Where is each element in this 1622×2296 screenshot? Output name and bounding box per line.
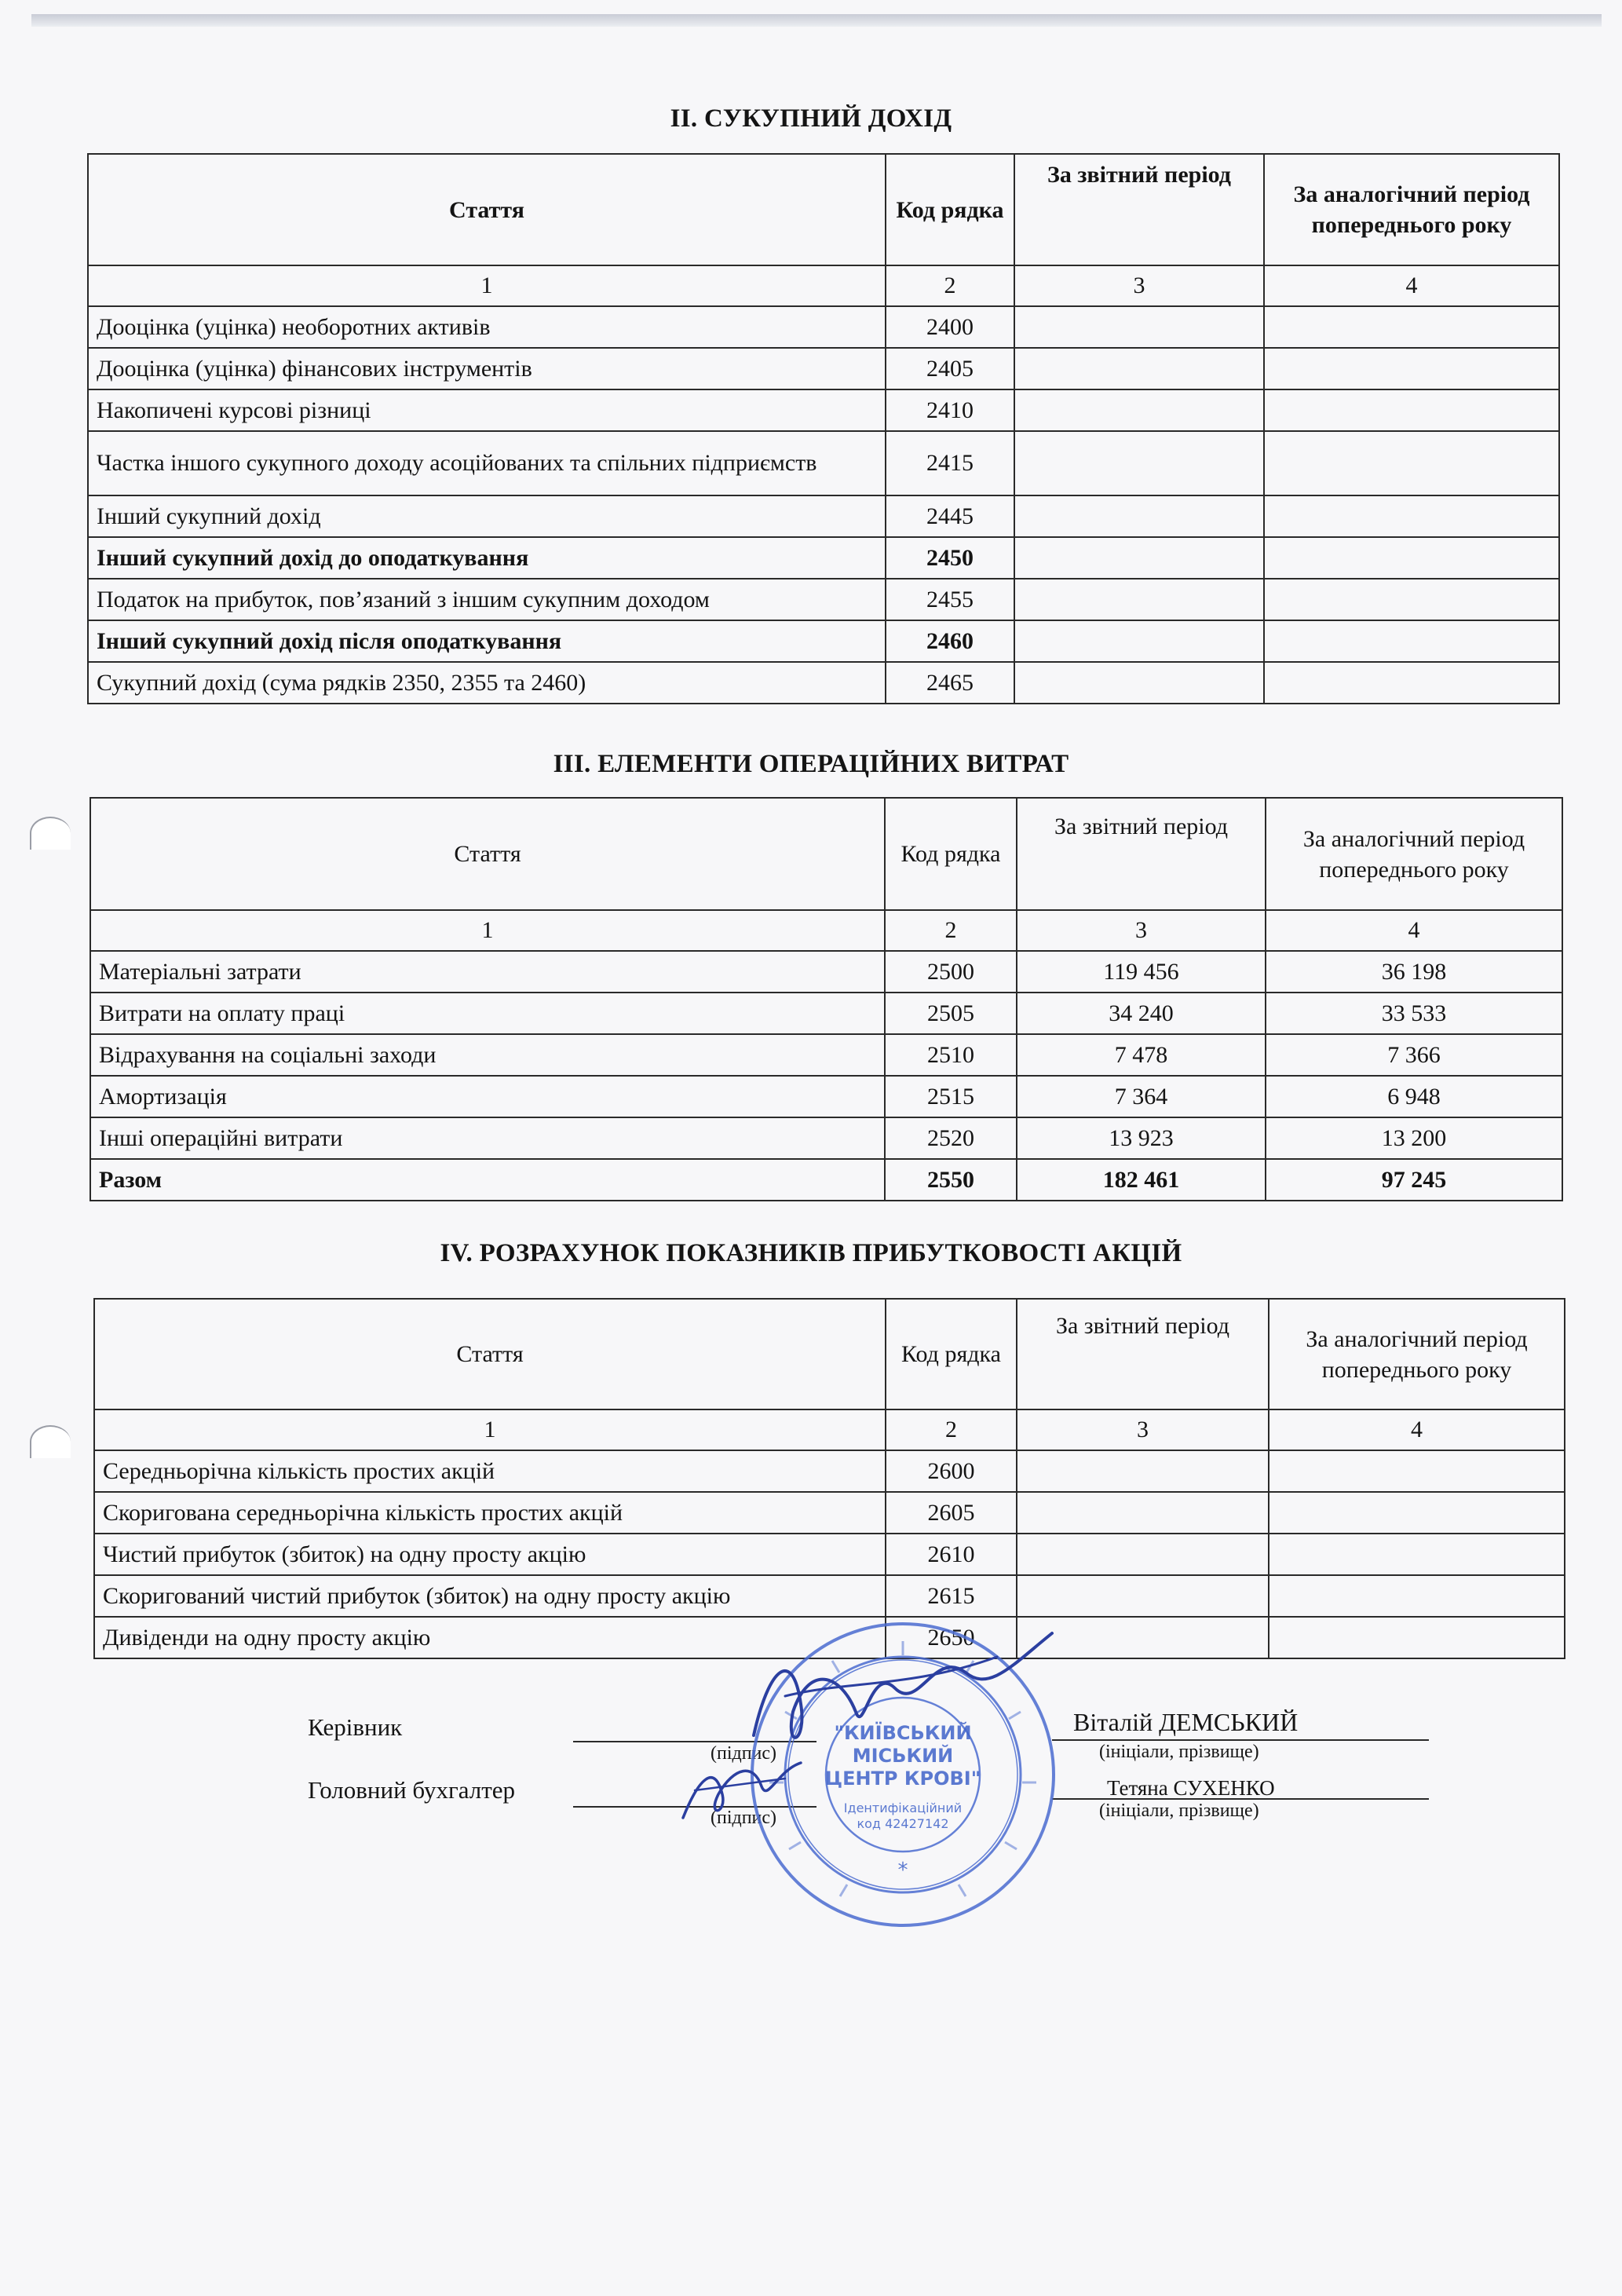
row-code: 2510 xyxy=(885,1034,1017,1076)
section-2-title: II. СУКУПНИЙ ДОХІД xyxy=(670,104,952,133)
row-code: 2445 xyxy=(886,495,1014,537)
row-code: 2605 xyxy=(886,1492,1017,1534)
column-number-row xyxy=(90,910,1562,951)
row-previous xyxy=(1269,1617,1565,1658)
row-previous xyxy=(1269,1575,1565,1617)
header-previous: За аналогічний період попереднього року xyxy=(1264,154,1559,265)
table-header-row xyxy=(90,798,1562,910)
accountant-name: Тетяна СУХЕНКО xyxy=(1107,1776,1275,1800)
svg-text:ЦЕНТР КРОВІ": ЦЕНТР КРОВІ" xyxy=(824,1768,981,1790)
table-row xyxy=(94,1575,1565,1617)
col-number: 3 xyxy=(1014,265,1264,306)
header-article: Стаття xyxy=(90,798,885,910)
row-code: 2505 xyxy=(885,993,1017,1034)
accountant-label: Головний бухгалтер xyxy=(308,1776,516,1804)
col-number: 3 xyxy=(1017,1409,1269,1450)
row-previous xyxy=(1264,389,1559,431)
table-row xyxy=(88,431,1559,495)
row-code: 2515 xyxy=(885,1076,1017,1117)
accountant-name-line xyxy=(1052,1798,1429,1800)
section-2-table xyxy=(87,153,1560,704)
row-previous xyxy=(1264,579,1559,620)
col-number: 2 xyxy=(885,910,1017,951)
row-name: Інший сукупний дохід після оподаткування xyxy=(88,620,886,662)
table-header-row xyxy=(88,154,1559,265)
col-number: 4 xyxy=(1266,910,1562,951)
row-name: Сукупний дохід (сума рядків 2350, 2355 та 2460) xyxy=(88,662,886,704)
table-row xyxy=(90,1076,1562,1117)
header-code: Код рядка xyxy=(886,1299,1017,1409)
section-3-title: III. ЕЛЕМЕНТИ ОПЕРАЦІЙНИХ ВИТРАТ xyxy=(553,750,1069,778)
row-current: 13 923 xyxy=(1017,1117,1266,1159)
table-row xyxy=(88,348,1559,389)
scan-top-edge xyxy=(31,14,1602,27)
table-row xyxy=(88,662,1559,704)
table-row xyxy=(88,306,1559,348)
row-current xyxy=(1017,1575,1269,1617)
accountant-signature-caption: (підпис) xyxy=(711,1808,777,1828)
row-name: Витрати на оплату праці xyxy=(90,993,885,1034)
row-name: Дивіденди на одну просту акцію xyxy=(94,1617,886,1658)
row-previous: 13 200 xyxy=(1266,1117,1562,1159)
head-signature-caption: (підпис) xyxy=(711,1743,777,1764)
table-row xyxy=(94,1492,1565,1534)
row-code: 2465 xyxy=(886,662,1014,704)
table-row xyxy=(88,537,1559,579)
row-previous xyxy=(1264,348,1559,389)
accountant-name-caption: (ініціали, прізвище) xyxy=(1099,1801,1259,1821)
table-row xyxy=(90,1034,1562,1076)
row-name: Податок на прибуток, пов’язаний з іншим сукупним доходом xyxy=(88,579,886,620)
row-previous xyxy=(1269,1534,1565,1575)
row-current: 119 456 xyxy=(1017,951,1266,993)
table-row xyxy=(88,579,1559,620)
row-name: Відрахування на соціальні заходи xyxy=(90,1034,885,1076)
row-current xyxy=(1014,579,1264,620)
row-code: 2550 xyxy=(885,1159,1017,1201)
row-name: Дооцінка (уцінка) фінансових інструментів xyxy=(88,348,886,389)
head-name: Віталій ДЕМСЬКИЙ xyxy=(1073,1708,1299,1736)
row-code: 2450 xyxy=(886,537,1014,579)
header-article: Стаття xyxy=(88,154,886,265)
row-previous: 33 533 xyxy=(1266,993,1562,1034)
row-current xyxy=(1014,620,1264,662)
table-row xyxy=(90,1117,1562,1159)
section-3-table xyxy=(90,797,1563,1201)
row-name: Інший сукупний дохід до оподаткування xyxy=(88,537,886,579)
row-name: Середньорічна кількість простих акцій xyxy=(94,1450,886,1492)
row-previous xyxy=(1264,306,1559,348)
row-code: 2400 xyxy=(886,306,1014,348)
row-current: 34 240 xyxy=(1017,993,1266,1034)
svg-text:код 42427142: код 42427142 xyxy=(857,1816,949,1831)
col-number: 1 xyxy=(94,1409,886,1450)
header-current: За звітний період xyxy=(1017,1299,1269,1409)
table-row xyxy=(88,620,1559,662)
row-current xyxy=(1014,306,1264,348)
section-4-title: IV. РОЗРАХУНОК ПОКАЗНИКІВ ПРИБУТКОВОСТІ АКЦІЙ xyxy=(440,1239,1182,1267)
row-current xyxy=(1017,1450,1269,1492)
row-name: Амортизація xyxy=(90,1076,885,1117)
table-row xyxy=(94,1534,1565,1575)
row-code: 2600 xyxy=(886,1450,1017,1492)
row-previous xyxy=(1269,1492,1565,1534)
header-previous: За аналогічний період попереднього року xyxy=(1266,798,1562,910)
header-code: Код рядка xyxy=(886,154,1014,265)
head-name-caption: (ініціали, прізвище) xyxy=(1099,1742,1259,1762)
row-code: 2615 xyxy=(886,1575,1017,1617)
header-current: За звітний період xyxy=(1014,154,1264,265)
table-row xyxy=(94,1450,1565,1492)
row-previous xyxy=(1264,495,1559,537)
table-row xyxy=(90,993,1562,1034)
row-code: 2415 xyxy=(886,431,1014,495)
col-number: 2 xyxy=(886,265,1014,306)
row-previous: 97 245 xyxy=(1266,1159,1562,1201)
table-header-row xyxy=(94,1299,1565,1409)
row-name: Частка іншого сукупного доходу асоційованих та спільних підприємств xyxy=(88,431,886,495)
col-number: 1 xyxy=(88,265,886,306)
col-number: 3 xyxy=(1017,910,1266,951)
header-article: Стаття xyxy=(94,1299,886,1409)
row-code: 2405 xyxy=(886,348,1014,389)
row-name: Чистий прибуток (збиток) на одну просту акцію xyxy=(94,1534,886,1575)
svg-text:"КИЇВСЬКИЙ: "КИЇВСЬКИЙ xyxy=(834,1722,972,1744)
head-label: Керівник xyxy=(308,1713,403,1741)
row-name: Інший сукупний дохід xyxy=(88,495,886,537)
row-code: 2610 xyxy=(886,1534,1017,1575)
row-current xyxy=(1014,431,1264,495)
row-current xyxy=(1014,662,1264,704)
table-row xyxy=(90,951,1562,993)
row-name: Накопичені курсові різниці xyxy=(88,389,886,431)
row-previous xyxy=(1269,1450,1565,1492)
head-name-line xyxy=(1052,1739,1429,1741)
row-name: Матеріальні затрати xyxy=(90,951,885,993)
row-current: 7 478 xyxy=(1017,1034,1266,1076)
row-current xyxy=(1017,1534,1269,1575)
table-row-total xyxy=(90,1159,1562,1201)
header-code: Код рядка xyxy=(885,798,1017,910)
row-code: 2455 xyxy=(886,579,1014,620)
row-previous: 7 366 xyxy=(1266,1034,1562,1076)
row-previous xyxy=(1264,431,1559,495)
row-code: 2650 xyxy=(886,1617,1017,1658)
row-code: 2460 xyxy=(886,620,1014,662)
hole-punch-mark xyxy=(30,817,71,850)
row-current xyxy=(1014,389,1264,431)
row-name: Дооцінка (уцінка) необоротних активів xyxy=(88,306,886,348)
row-code: 2410 xyxy=(886,389,1014,431)
row-current xyxy=(1014,537,1264,579)
svg-text:*: * xyxy=(897,1859,908,1882)
column-number-row xyxy=(94,1409,1565,1450)
header-previous: За аналогічний період попереднього року xyxy=(1269,1299,1565,1409)
row-name: Разом xyxy=(90,1159,885,1201)
col-number: 4 xyxy=(1269,1409,1565,1450)
row-previous: 36 198 xyxy=(1266,951,1562,993)
row-name: Інші операційні витрати xyxy=(90,1117,885,1159)
table-row xyxy=(88,389,1559,431)
column-number-row xyxy=(88,265,1559,306)
svg-text:Ідентифікаційний: Ідентифікаційний xyxy=(843,1801,963,1815)
row-name: Скоригована середньорічна кількість простих акцій xyxy=(94,1492,886,1534)
col-number: 4 xyxy=(1264,265,1559,306)
accountant-handwritten-signature xyxy=(675,1747,809,1834)
row-previous xyxy=(1264,537,1559,579)
row-previous xyxy=(1264,662,1559,704)
row-current xyxy=(1017,1492,1269,1534)
row-name: Скоригований чистий прибуток (збиток) на одну просту акцію xyxy=(94,1575,886,1617)
svg-text:МІСЬКИЙ: МІСЬКИЙ xyxy=(852,1745,954,1767)
col-number: 2 xyxy=(886,1409,1017,1450)
row-previous: 6 948 xyxy=(1266,1076,1562,1117)
row-code: 2520 xyxy=(885,1117,1017,1159)
hole-punch-mark xyxy=(30,1425,71,1458)
col-number: 1 xyxy=(90,910,885,951)
row-current xyxy=(1014,495,1264,537)
row-code: 2500 xyxy=(885,951,1017,993)
row-current: 7 364 xyxy=(1017,1076,1266,1117)
row-current xyxy=(1014,348,1264,389)
table-row xyxy=(88,495,1559,537)
row-current: 182 461 xyxy=(1017,1159,1266,1201)
row-previous xyxy=(1264,620,1559,662)
section-4-table xyxy=(93,1298,1565,1659)
header-current: За звітний період xyxy=(1017,798,1266,910)
